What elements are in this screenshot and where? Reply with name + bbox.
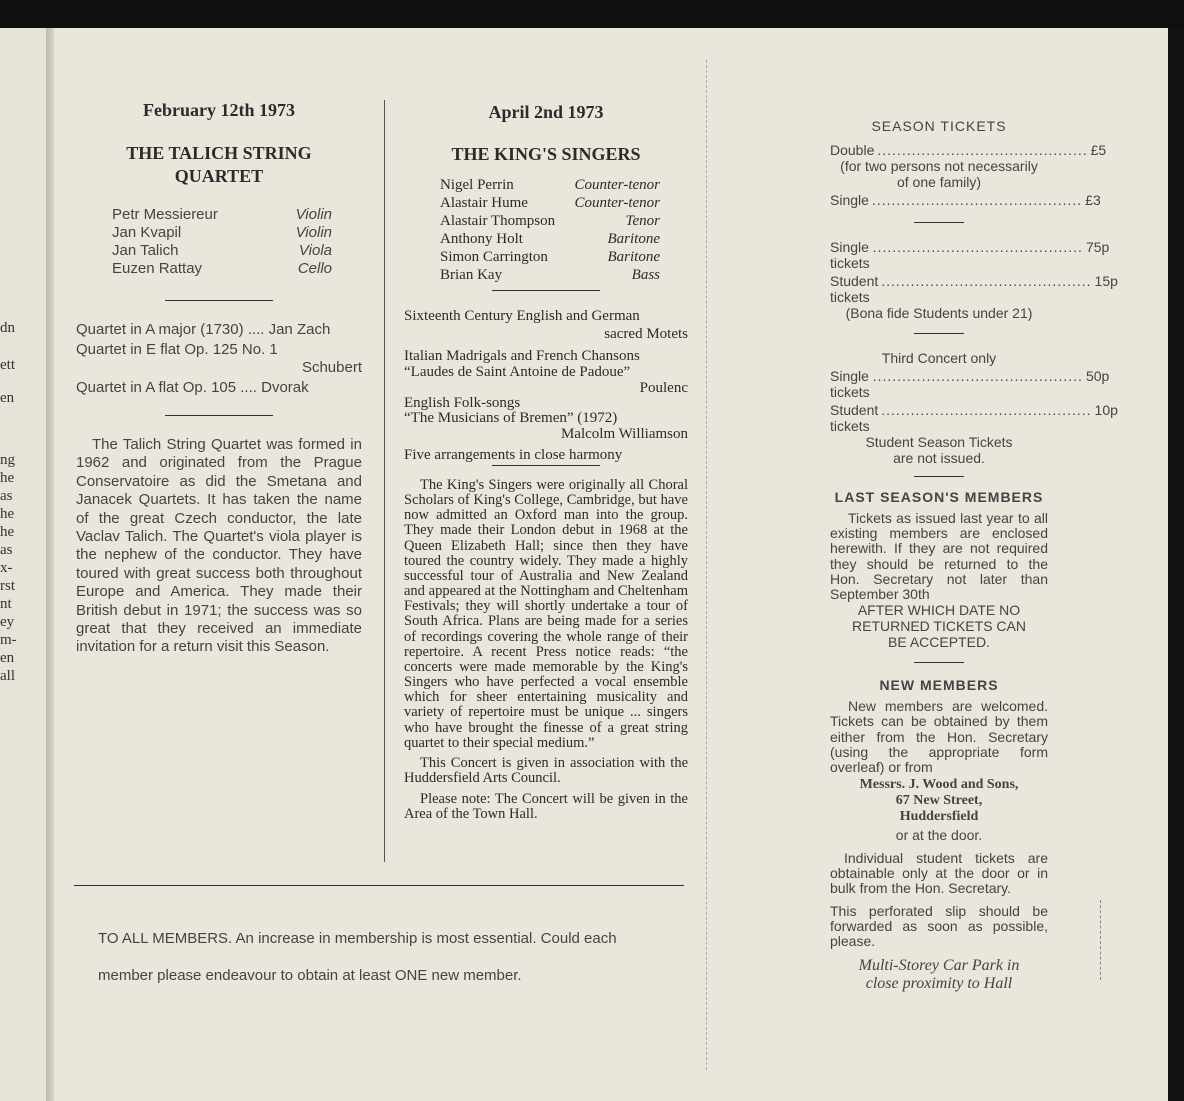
performer-row bbox=[440, 248, 660, 266]
price-label: Single bbox=[830, 192, 869, 208]
column-tickets bbox=[830, 118, 1118, 993]
performer-role: Tenor bbox=[625, 213, 660, 229]
programme-item: English Folk-songs bbox=[404, 395, 521, 411]
divider bbox=[492, 290, 600, 291]
divider bbox=[914, 662, 964, 663]
section-subheading: Third Concert only bbox=[881, 350, 997, 366]
programme-item: Quartet in E flat Op. 125 No. 1 bbox=[76, 341, 278, 358]
concert-title: THE KING'S SINGERS bbox=[451, 144, 641, 164]
performer-row bbox=[112, 206, 332, 224]
fragment: ey bbox=[0, 614, 15, 630]
previous-page-edge bbox=[0, 28, 46, 1101]
address-line: Huddersfield bbox=[899, 809, 979, 825]
performer-name: Euzen Rattay bbox=[112, 260, 203, 277]
performer-role: Counter-tenor bbox=[574, 195, 660, 211]
performer-role: Bass bbox=[631, 267, 660, 283]
price-label: Student tickets bbox=[830, 402, 879, 434]
performer-role: Violin bbox=[295, 206, 332, 223]
venue-note: Please note: The Concert will be given in the Area of the Town Hall. bbox=[404, 790, 688, 823]
price-row: Double ........................................... £5 bbox=[830, 142, 1107, 158]
programme-item: Quartet in A flat Op. 105 .... Dvorak bbox=[76, 379, 309, 396]
programme-item: Italian Madrigals and French Chansons bbox=[404, 348, 640, 364]
fragment: all bbox=[0, 668, 15, 684]
fragment: x- bbox=[0, 560, 13, 576]
section-divider bbox=[74, 885, 684, 886]
fragment: dn bbox=[0, 320, 15, 336]
fragment: as bbox=[0, 488, 13, 504]
address-line: 67 New Street, bbox=[895, 793, 983, 809]
programme-composer: Schubert bbox=[301, 359, 362, 376]
car-park-line: close proximity to Hall bbox=[865, 975, 1013, 993]
price-row: Student tickets ........................................... 10p bbox=[830, 402, 1118, 434]
fragment: he bbox=[0, 524, 15, 540]
price-value: 15p bbox=[1094, 273, 1118, 289]
fragment: ett bbox=[0, 357, 15, 373]
price-value: £5 bbox=[1090, 142, 1107, 158]
shop-address bbox=[830, 777, 1048, 825]
fragment: en bbox=[0, 390, 15, 406]
performer-name: Petr Messiereur bbox=[112, 206, 218, 223]
concert-title: QUARTET bbox=[174, 166, 264, 186]
performer-row bbox=[440, 194, 660, 212]
programme-item: Sixteenth Century English and German bbox=[404, 308, 640, 324]
price-label: Single tickets bbox=[830, 368, 870, 400]
concert-title: THE TALICH STRING bbox=[126, 143, 312, 163]
door-note: or at the door. bbox=[895, 827, 983, 844]
column-kings-singers bbox=[404, 102, 688, 823]
performer-role: Counter-tenor bbox=[574, 177, 660, 193]
price-row: Student tickets ........................................... 15p bbox=[830, 273, 1118, 305]
divider bbox=[492, 465, 600, 466]
slip-note: This perforated slip should be forwarded as soon as possible, please. bbox=[830, 903, 1048, 950]
divider bbox=[914, 476, 964, 477]
gutter bbox=[46, 28, 54, 1101]
price-note: are not issued. bbox=[893, 450, 985, 466]
programme-item: “The Musicians of Bremen” (1972) bbox=[404, 410, 618, 426]
performer-name: Nigel Perrin bbox=[440, 177, 514, 193]
car-park-note bbox=[830, 957, 1048, 993]
section-heading: LAST SEASON'S MEMBERS bbox=[834, 489, 1044, 505]
programme-composer: Poulenc bbox=[639, 380, 688, 396]
description: The King's Singers were originally all Choral Scholars of King's College, Cambridge, but have now admitted an Oxford man into the group. They made their London debut in 1968 at the Queen Elizabeth Hall; since then they have toured the country widely. They made a highly successful tour of Australia and New Zealand and appeared at the Nottingham and Cheltenham Festivals; they will shortly undertake a tour of South Africa. Plans are being made for a series of recordings covering the whole range of their repertoire. A recent Press notice reads: “the concerts were made memorable by the King's Singers who have perfected a vocal ensemble which for sheer entertaining musicality and variety of repertoire must be unique ... singers who have brought the finesse of a great string quartet to their special medium.” bbox=[404, 477, 688, 751]
scan-border bbox=[1168, 28, 1184, 1101]
fragment: he bbox=[0, 470, 15, 486]
performer-role: Viola bbox=[298, 242, 332, 259]
association-note: This Concert is given in association with the Huddersfield Arts Council. bbox=[404, 754, 688, 787]
notice-line: member please endeavour to obtain at least ONE new member. bbox=[98, 967, 522, 984]
divider bbox=[165, 300, 273, 301]
concert-date: April 2nd 1973 bbox=[488, 102, 604, 122]
price-label: Student tickets bbox=[830, 273, 879, 305]
warning-line: AFTER WHICH DATE NO bbox=[857, 602, 1021, 619]
performer-name: Simon Carrington bbox=[440, 249, 548, 265]
performer-role: Cello bbox=[297, 260, 332, 277]
divider bbox=[165, 415, 273, 416]
performer-row bbox=[112, 242, 332, 260]
concert-date: February 12th 1973 bbox=[143, 100, 295, 120]
price-value: 50p bbox=[1085, 368, 1110, 384]
notice-line: TO ALL MEMBERS. An increase in membership is most essential. Could each bbox=[98, 930, 617, 947]
performer-role: Baritone bbox=[607, 231, 660, 247]
performer-name: Anthony Holt bbox=[440, 231, 523, 247]
fragment: m- bbox=[0, 632, 17, 648]
perforation-line bbox=[1100, 900, 1101, 980]
performer-row bbox=[440, 212, 660, 230]
student-tickets-note: Individual student tickets are obtainable only at the door or in bulk from the Hon. Secretary. bbox=[830, 850, 1048, 897]
performer-role: Violin bbox=[295, 224, 332, 241]
performer-role: Baritone bbox=[607, 249, 660, 265]
programme-item: “Laudes de Saint Antoine de Padoue” bbox=[404, 364, 631, 380]
performer-row bbox=[440, 266, 660, 284]
fragment: as bbox=[0, 542, 13, 558]
performer-row bbox=[440, 176, 660, 194]
price-note: (Bona fide Students under 21) bbox=[845, 305, 1033, 321]
price-row: Single ........................................... £3 bbox=[830, 192, 1101, 208]
price-note: (for two persons not necessarily bbox=[840, 158, 1038, 174]
programme-item: Five arrangements in close harmony bbox=[404, 447, 623, 463]
fragment: en bbox=[0, 650, 15, 666]
performer-name: Alastair Hume bbox=[440, 195, 528, 211]
performer-row bbox=[112, 260, 332, 278]
price-note: of one family) bbox=[896, 174, 982, 190]
performer-name: Alastair Thompson bbox=[440, 213, 556, 229]
warning-line: BE ACCEPTED. bbox=[888, 634, 990, 651]
performer-name: Jan Talich bbox=[112, 242, 179, 259]
last-members-text: Tickets as issued last year to all existing members are enclosed herewith. If they are not required they should be returned to the Hon. Secretary not later than September 30th bbox=[830, 510, 1048, 603]
performer-list bbox=[112, 206, 332, 278]
performer-name: Brian Kay bbox=[440, 267, 503, 283]
fragment: he bbox=[0, 506, 15, 522]
fragment: nt bbox=[0, 596, 12, 612]
price-note: Student Season Tickets bbox=[865, 434, 1013, 450]
programme bbox=[76, 321, 362, 397]
fold-line bbox=[706, 60, 707, 1070]
performer-row bbox=[440, 230, 660, 248]
price-value: 10p bbox=[1094, 402, 1118, 418]
fragment: ng bbox=[0, 452, 15, 468]
price-value: 75p bbox=[1085, 239, 1110, 255]
divider bbox=[914, 222, 964, 223]
programme bbox=[404, 307, 688, 464]
price-label: Single tickets bbox=[830, 239, 870, 271]
programme-composer: Malcolm Williamson bbox=[560, 426, 688, 442]
price-row: Single tickets ........................................... 75p bbox=[830, 239, 1110, 271]
section-heading: NEW MEMBERS bbox=[879, 677, 999, 694]
price-row bbox=[830, 142, 1107, 208]
performer-list bbox=[440, 176, 660, 284]
programme-item: sacred Motets bbox=[604, 326, 688, 342]
programme-item: Quartet in A major (1730) .... Jan Zach bbox=[76, 321, 331, 338]
performer-row bbox=[112, 224, 332, 242]
address-line: Messrs. J. Wood and Sons, bbox=[859, 777, 1019, 793]
third-concert bbox=[830, 350, 1118, 466]
column-talich bbox=[76, 100, 362, 657]
single-prices bbox=[830, 239, 1118, 321]
car-park-line: Multi-Storey Car Park in bbox=[858, 957, 1020, 975]
price-value: £3 bbox=[1085, 192, 1101, 208]
members-notice bbox=[98, 930, 698, 985]
section-heading: SEASON TICKETS bbox=[871, 118, 1007, 134]
performer-name: Jan Kvapil bbox=[112, 224, 182, 241]
new-members-text: New members are welcomed. Tickets can be obtained by them either from the Hon. Secretary (using the appropriate form overleaf) or from bbox=[830, 698, 1048, 776]
divider bbox=[914, 333, 964, 334]
warning-line: RETURNED TICKETS CAN bbox=[852, 618, 1026, 635]
fragment: rst bbox=[0, 578, 15, 594]
column-divider bbox=[384, 100, 385, 862]
price-row: Single tickets ........................................... 50p bbox=[830, 368, 1110, 400]
price-label: Double bbox=[830, 142, 875, 158]
description: The Talich String Quartet was formed in 1962 and originated from the Prague Conservatoire as did the Smetana and Janacek Quartets. It has taken the name of the great Czech conductor, the late Vaclav Talich. The Quartet's viola player is the nephew of the conductor. They have toured with great success both throughout Europe and America. They made their British debut in 1971; the success was so great that they received an immediate invitation for a return visit this Season. bbox=[76, 436, 362, 656]
